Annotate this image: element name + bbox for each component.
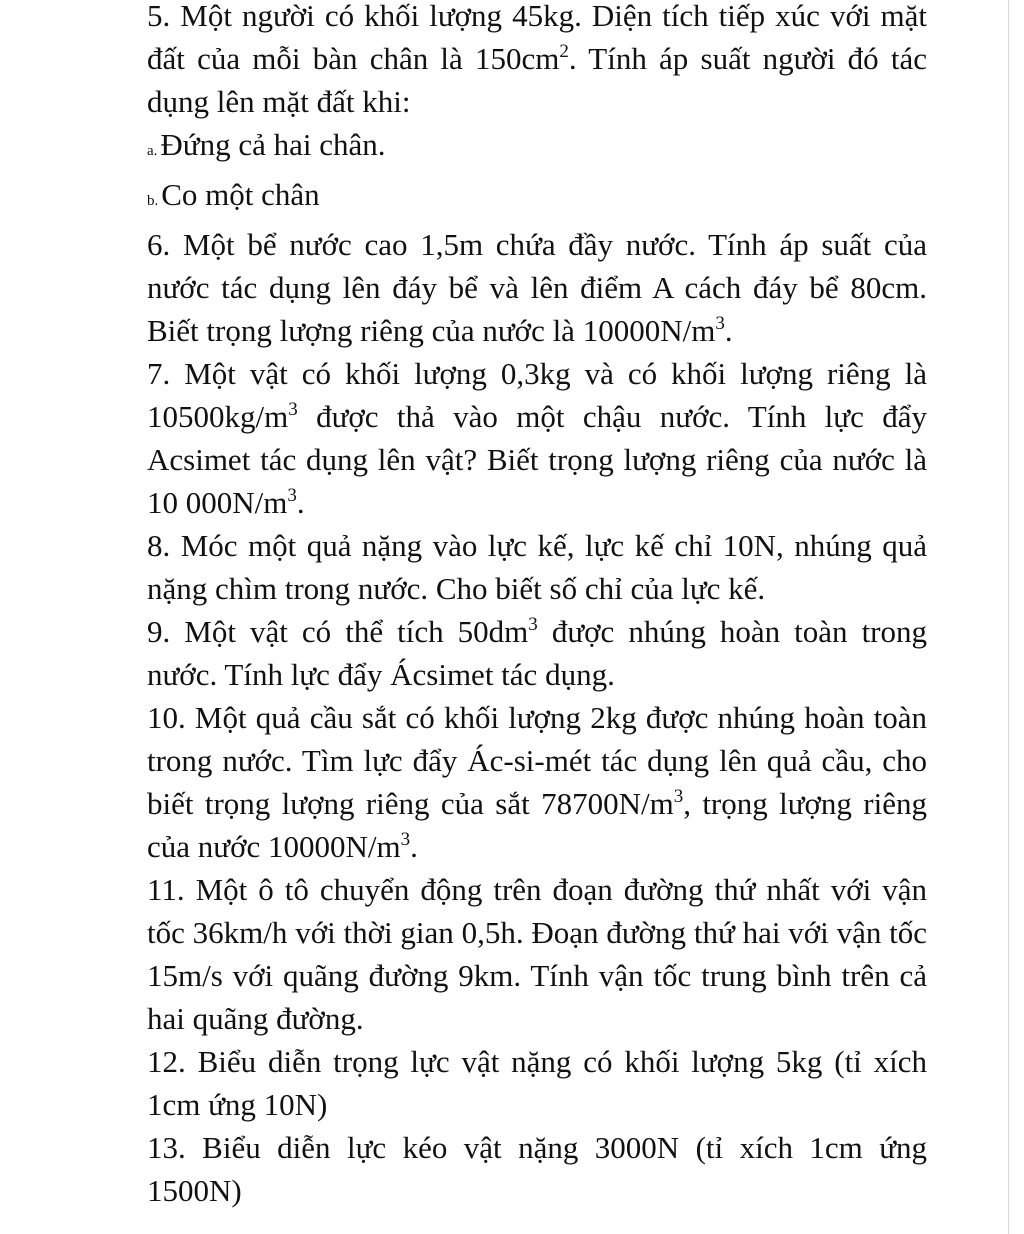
question-6-superscript: 3 (715, 313, 725, 334)
question-10-text-mid: , trọng lượng riêng của nước 10000N/m (147, 786, 927, 864)
question-11 (147, 868, 927, 1040)
question-13-text: 13. Biểu diễn lực kéo vật nặng 3000N (tỉ xích 1cm ứng 1500N) (147, 1130, 927, 1208)
question-7-superscript-2: 3 (287, 485, 297, 506)
question-6 (147, 223, 927, 352)
question-5-text: 5. Một người có khối lượng 45kg. Diện tích tiếp xúc với mặt đất của mỗi bàn chân là 150cm (147, 0, 927, 76)
worksheet (147, 0, 927, 1212)
question-5-part-b (147, 173, 927, 223)
question-5 (147, 0, 927, 123)
question-11-text: 11. Một ô tô chuyển động trên đoạn đường thứ nhất với vận tốc 36km/h với thời gian 0,5h. Đoạn đường thứ hai với vận tốc 15m/s với quãng đường 9km. Tính vận tốc trung bình trên cả hai quãng đường. (147, 872, 927, 1036)
question-7 (147, 352, 927, 524)
question-10-text-end: . (410, 829, 418, 864)
question-10-superscript-1: 3 (673, 786, 684, 807)
part-a-letter: a. (147, 143, 158, 159)
question-5-superscript: 2 (559, 41, 569, 62)
part-a-text: Đứng cả hai chân. (160, 127, 386, 162)
question-6-text: 6. Một bể nước cao 1,5m chứa đầy nước. Tính áp suất của nước tác dụng lên đáy bể và lên điểm A cách đáy bể 80cm. Biết trọng lượng riêng của nước là 10000N/m (147, 227, 927, 348)
question-12-text: 12. Biểu diễn trọng lực vật nặng có khối lượng 5kg (tỉ xích 1cm ứng 10N) (147, 1044, 927, 1122)
question-7-text-mid: được thả vào một chậu nước. Tính lực đẩy Acsimet tác dụng lên vật? Biết trọng lượng riêng của nước là 10 000N/m (147, 399, 927, 520)
question-10-text: 10. Một quả cầu sắt có khối lượng 2kg được nhúng hoàn toàn trong nước. Tìm lực đẩy Ác-si-mét tác dụng lên quả cầu, cho biết trọng lượng riêng của sắt 78700N/m (147, 700, 927, 821)
question-7-text: 7. Một vật có khối lượng 0,3kg và có khối lượng riêng là 10500kg/m (147, 356, 927, 434)
page-edge-line (1008, 0, 1009, 1234)
question-9 (147, 610, 927, 696)
question-9-text: 9. Một vật có thể tích 50dm (147, 614, 529, 649)
question-8 (147, 524, 927, 610)
part-b-letter: b. (147, 193, 159, 209)
question-7-superscript-1: 3 (288, 399, 298, 420)
part-b-text: Co một chân (161, 177, 320, 212)
question-5-part-a (147, 123, 927, 173)
question-12 (147, 1040, 927, 1126)
question-10 (147, 696, 927, 868)
question-7-text-end: . (296, 485, 305, 520)
question-6-text-end: . (724, 313, 733, 348)
question-13 (147, 1126, 927, 1212)
question-8-text: 8. Móc một quả nặng vào lực kế, lực kế chỉ 10N, nhúng quả nặng chìm trong nước. Cho biết số chỉ của lực kế. (147, 528, 927, 606)
question-5-text-end: . Tính áp suất người đó tác dụng lên mặt đất khi: (147, 41, 928, 119)
question-9-superscript: 3 (528, 614, 538, 635)
question-9-text-end: được nhúng hoàn toàn trong nước. Tính lực đẩy Ácsimet tác dụng. (147, 614, 928, 692)
question-10-superscript-2: 3 (400, 829, 411, 850)
